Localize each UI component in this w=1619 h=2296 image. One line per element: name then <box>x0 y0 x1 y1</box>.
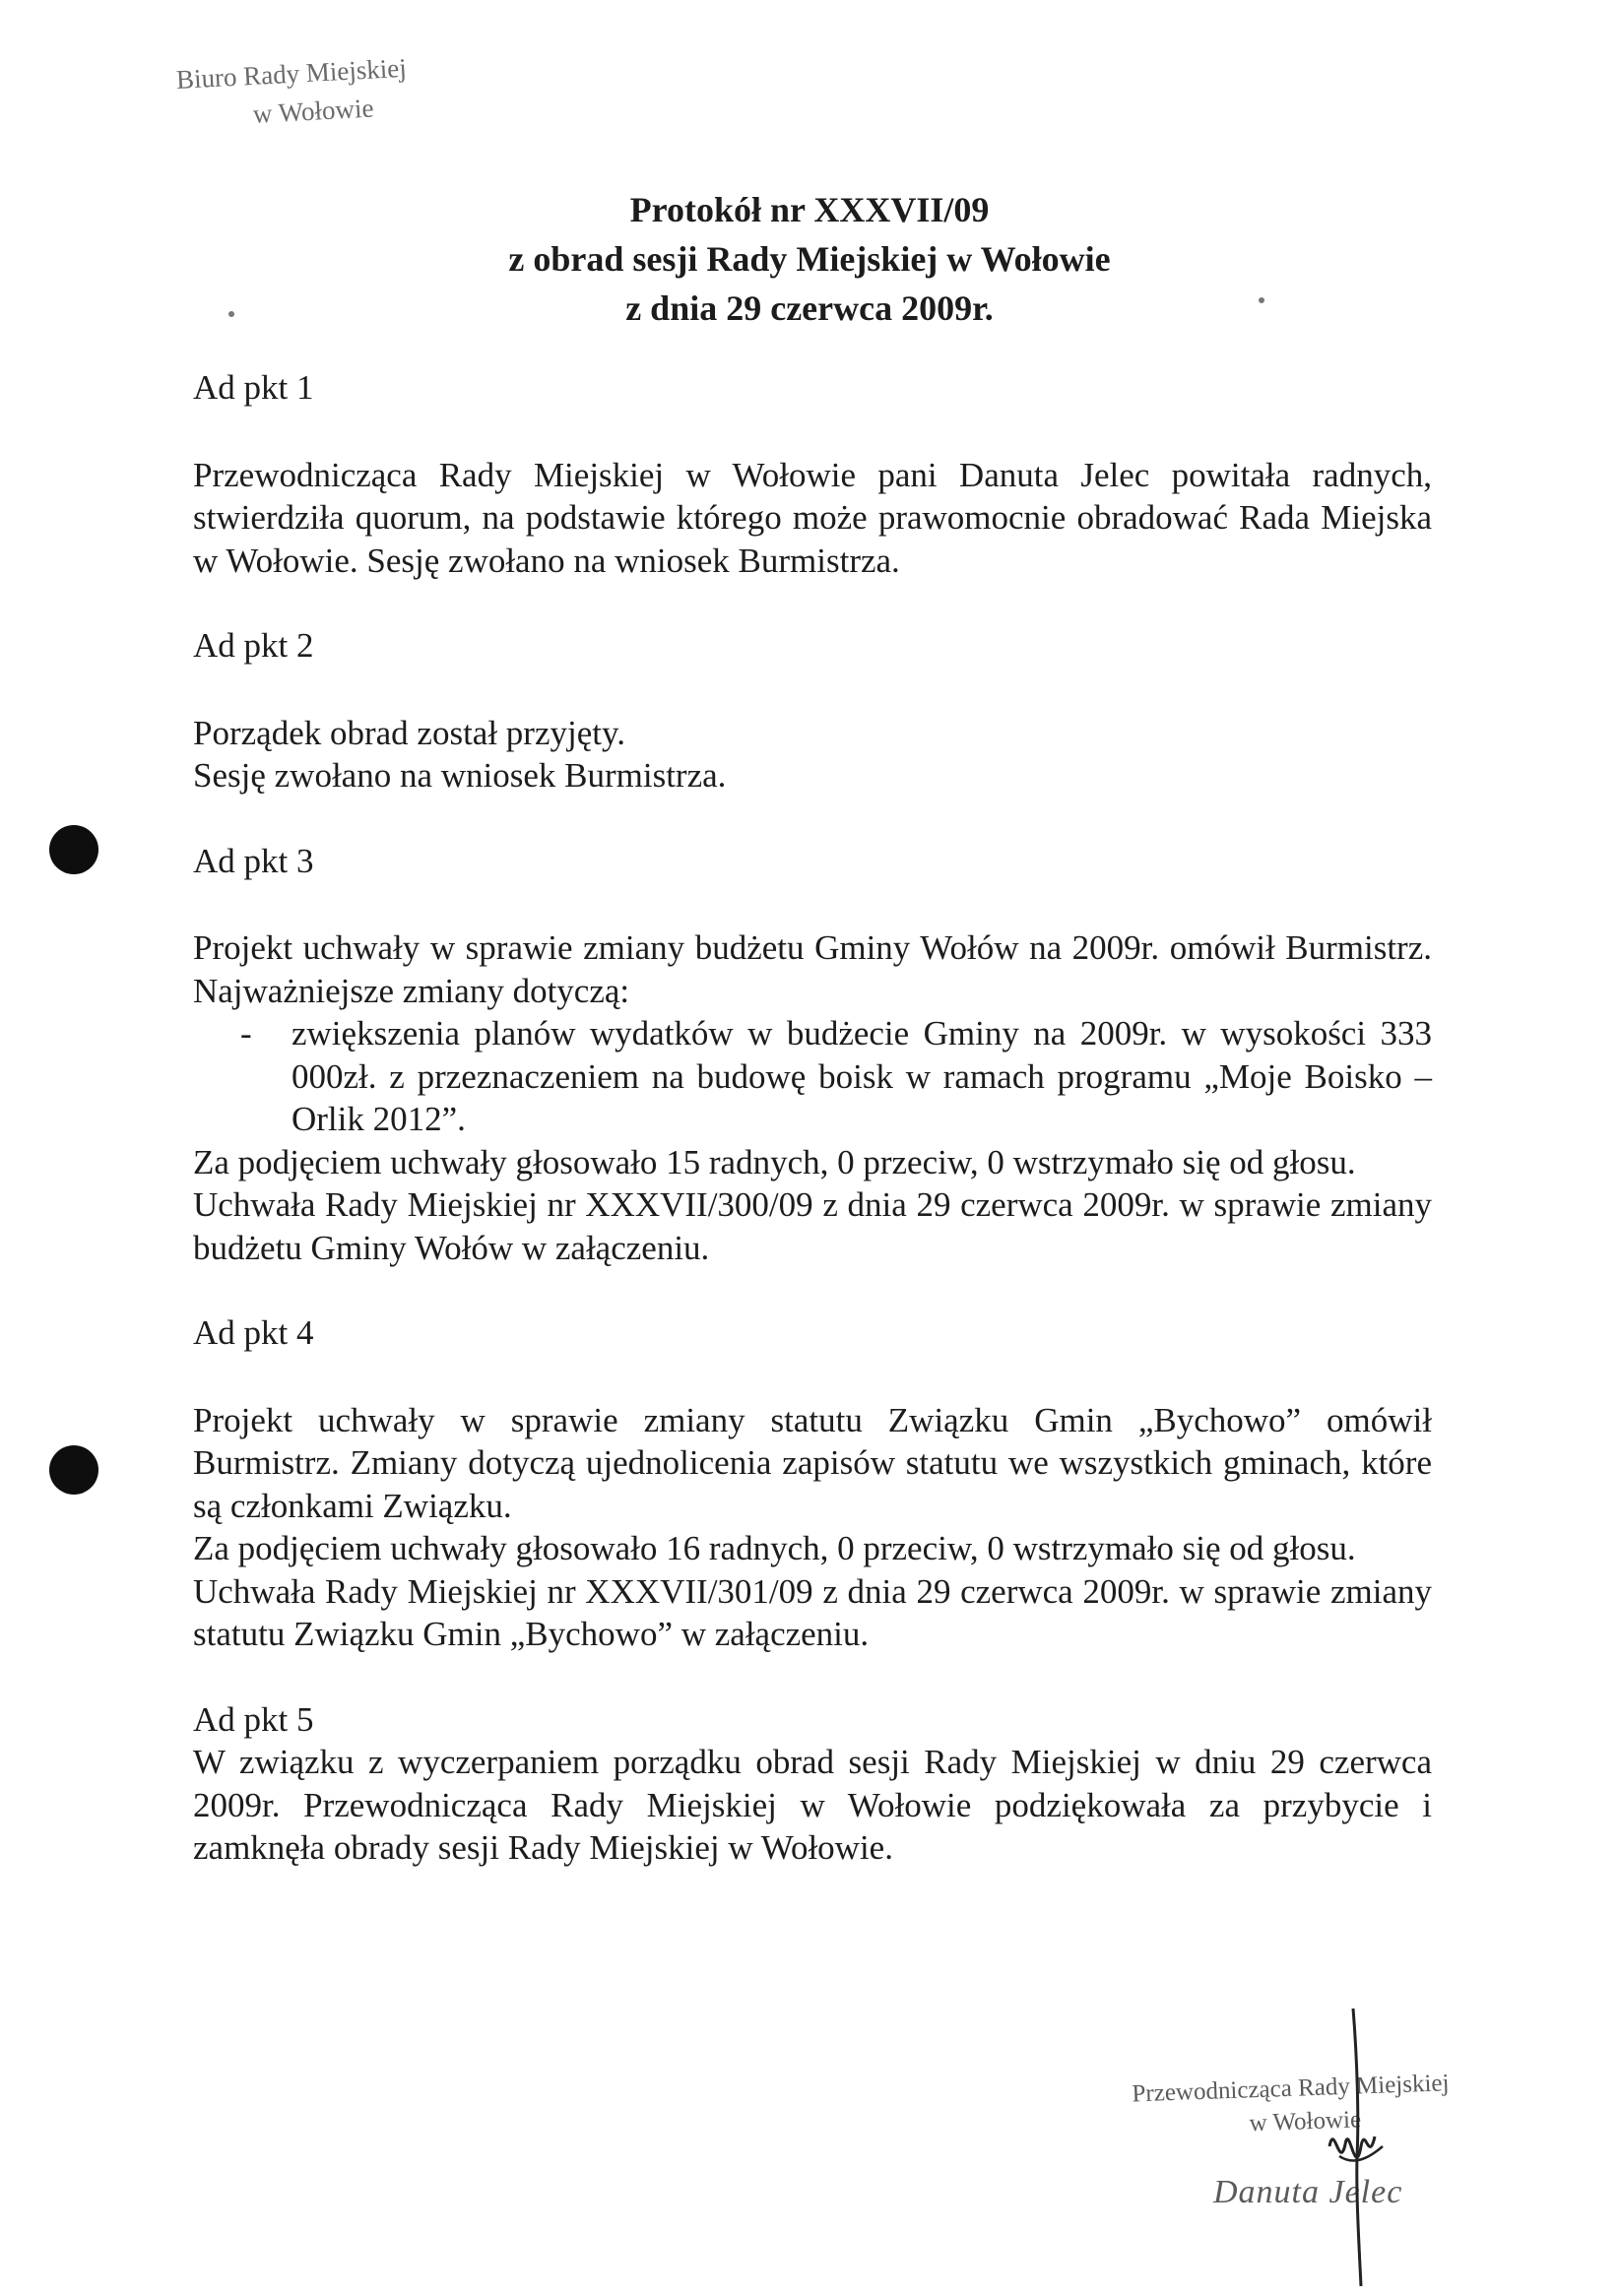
section-heading: Ad pkt 2 <box>193 626 314 665</box>
title-line-2: z obrad sesji Rady Miejskiej w Wołowie <box>508 239 1111 279</box>
document-title <box>0 185 1619 333</box>
paragraph: Porządek obrad został przyjęty. <box>193 713 625 752</box>
list-item <box>193 1012 1432 1141</box>
list-item-text: zwiększenia planów wydatków w budżecie Gminy na 2009r. w wysokości 333 000zł. z przeznaczeniem na budowę boisk w ramach programu „Moje Boisko – Orlik 2012”. <box>291 1014 1432 1138</box>
signature-title: Przewodnicząca Rady Miejskiej <box>1132 2070 1450 2108</box>
paragraph: Przewodnicząca Rady Miejskiej w Wołowie pani Danuta Jelec powitała radnych, stwierdziła quorum, na podstawie którego może prawomocnie obradować Rada Miejska w Wołowie. Sesję zwołano na wniosek Burmistrza. <box>193 455 1432 580</box>
document-body <box>193 366 1432 1870</box>
paragraph: Sesję zwołano na wniosek Burmistrza. <box>193 756 727 795</box>
section-heading: Ad pkt 1 <box>193 368 314 407</box>
signer-name: Danuta Jelec <box>1213 2174 1403 2210</box>
punch-hole <box>49 1445 98 1495</box>
section-heading: Ad pkt 5 <box>193 1699 314 1739</box>
punch-hole <box>49 825 98 874</box>
list-dash: - <box>240 1014 252 1052</box>
stamp-line-2: w Wołowie <box>252 93 375 130</box>
section-heading: Ad pkt 4 <box>193 1313 314 1352</box>
office-stamp <box>175 49 410 138</box>
title-line-3: z dnia 29 czerwca 2009r. <box>625 288 994 328</box>
paragraph: Uchwała Rady Miejskiej nr XXXVII/301/09 z dnia 29 czerwca 2009r. w sprawie zmiany statutu Związku Gmin „Bychowo” w załączeniu. <box>193 1571 1432 1653</box>
paragraph: W związku z wyczerpaniem porządku obrad sesji Rady Miejskiej w dniu 29 czerwca 2009r. Przewodnicząca Rady Miejskiej w Wołowie podziękowała za przybycie i zamknęła obrady sesji Rady Miejskiej w Wołowie. <box>193 1743 1432 1867</box>
paragraph: Projekt uchwały w sprawie zmiany statutu Związku Gmin „Bychowo” omówił Burmistrz. Zmiany dotyczą ujednolicenia zapisów statutu we wszystkich gminach, które są członkami Związku. <box>193 1400 1432 1525</box>
paragraph: Projekt uchwały w sprawie zmiany budżetu Gminy Wołów na 2009r. omówił Burmistrz. Najważniejsze zmiany dotyczą: <box>193 928 1432 1010</box>
title-line-1: Protokół nr XXXVII/09 <box>629 190 990 229</box>
handwritten-signature <box>1300 1999 1438 2294</box>
stamp-line-1: Biuro Rady Miejskiej <box>175 52 408 95</box>
signature-location: w Wołowie <box>1249 2106 1362 2137</box>
paragraph: Uchwała Rady Miejskiej nr XXXVII/300/09 z dnia 29 czerwca 2009r. w sprawie zmiany budżetu Gminy Wołów w załączeniu. <box>193 1185 1432 1267</box>
paragraph: Za podjęciem uchwały głosowało 16 radnych, 0 przeciw, 0 wstrzymało się od głosu. <box>193 1529 1356 1567</box>
section-heading: Ad pkt 3 <box>193 841 314 880</box>
paragraph: Za podjęciem uchwały głosowało 15 radnych, 0 przeciw, 0 wstrzymało się od głosu. <box>193 1142 1356 1181</box>
